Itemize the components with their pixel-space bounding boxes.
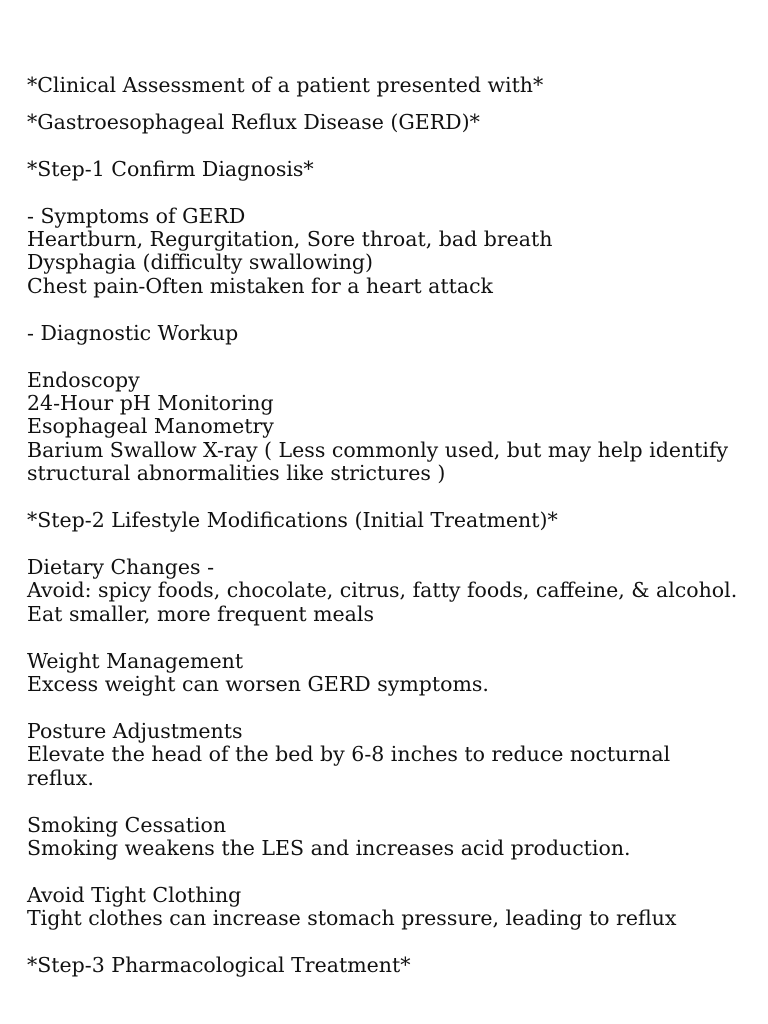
- workup-line: Endoscopy: [27, 368, 140, 392]
- diagnostic-workup-heading: - Diagnostic Workup: [27, 321, 239, 345]
- dietary-line: Avoid: spicy foods, chocolate, citrus, fatty foods, caffeine, & alcohol.: [27, 578, 738, 602]
- step-2-heading: *Step-2 Lifestyle Modifications (Initial Treatment)*: [27, 508, 558, 532]
- symptoms-heading: - Symptoms of GERD: [27, 204, 246, 228]
- symptom-line: Heartburn, Regurgitation, Sore throat, bad breath: [27, 227, 553, 251]
- workup-line: Esophageal Manometry: [27, 414, 274, 438]
- step-3-heading: *Step-3 Pharmacological Treatment*: [27, 953, 411, 977]
- step-1-heading: *Step-1 Confirm Diagnosis*: [27, 157, 314, 181]
- weight-line: Excess weight can worsen GERD symptoms.: [27, 672, 489, 696]
- symptom-line: Dysphagia (difficulty swallowing): [27, 250, 374, 274]
- workup-line: 24-Hour pH Monitoring: [27, 391, 274, 415]
- posture-line: Elevate the head of the bed by 6-8 inches to reduce nocturnal: [27, 742, 671, 766]
- smoking-cessation-heading: Smoking Cessation: [27, 813, 227, 837]
- document-title-line-1: *Clinical Assessment of a patient presented with*: [27, 73, 544, 97]
- dietary-changes-heading: Dietary Changes -: [27, 555, 215, 579]
- symptom-line: Chest pain-Often mistaken for a heart attack: [27, 274, 493, 298]
- tight-clothing-heading: Avoid Tight Clothing: [27, 883, 242, 907]
- posture-adjustments-heading: Posture Adjustments: [27, 719, 243, 743]
- workup-line: Barium Swallow X-ray ( Less commonly used, but may help identify: [27, 438, 729, 462]
- smoking-line: Smoking weakens the LES and increases acid production.: [27, 836, 631, 860]
- weight-management-heading: Weight Management: [27, 649, 244, 673]
- dietary-line: Eat smaller, more frequent meals: [27, 602, 374, 626]
- posture-line: reflux.: [27, 766, 94, 790]
- clothing-line: Tight clothes can increase stomach pressure, leading to reflux: [27, 906, 677, 930]
- workup-line: structural abnormalities like strictures ): [27, 461, 446, 485]
- document-title-line-2: *Gastroesophageal Reflux Disease (GERD)*: [27, 110, 480, 134]
